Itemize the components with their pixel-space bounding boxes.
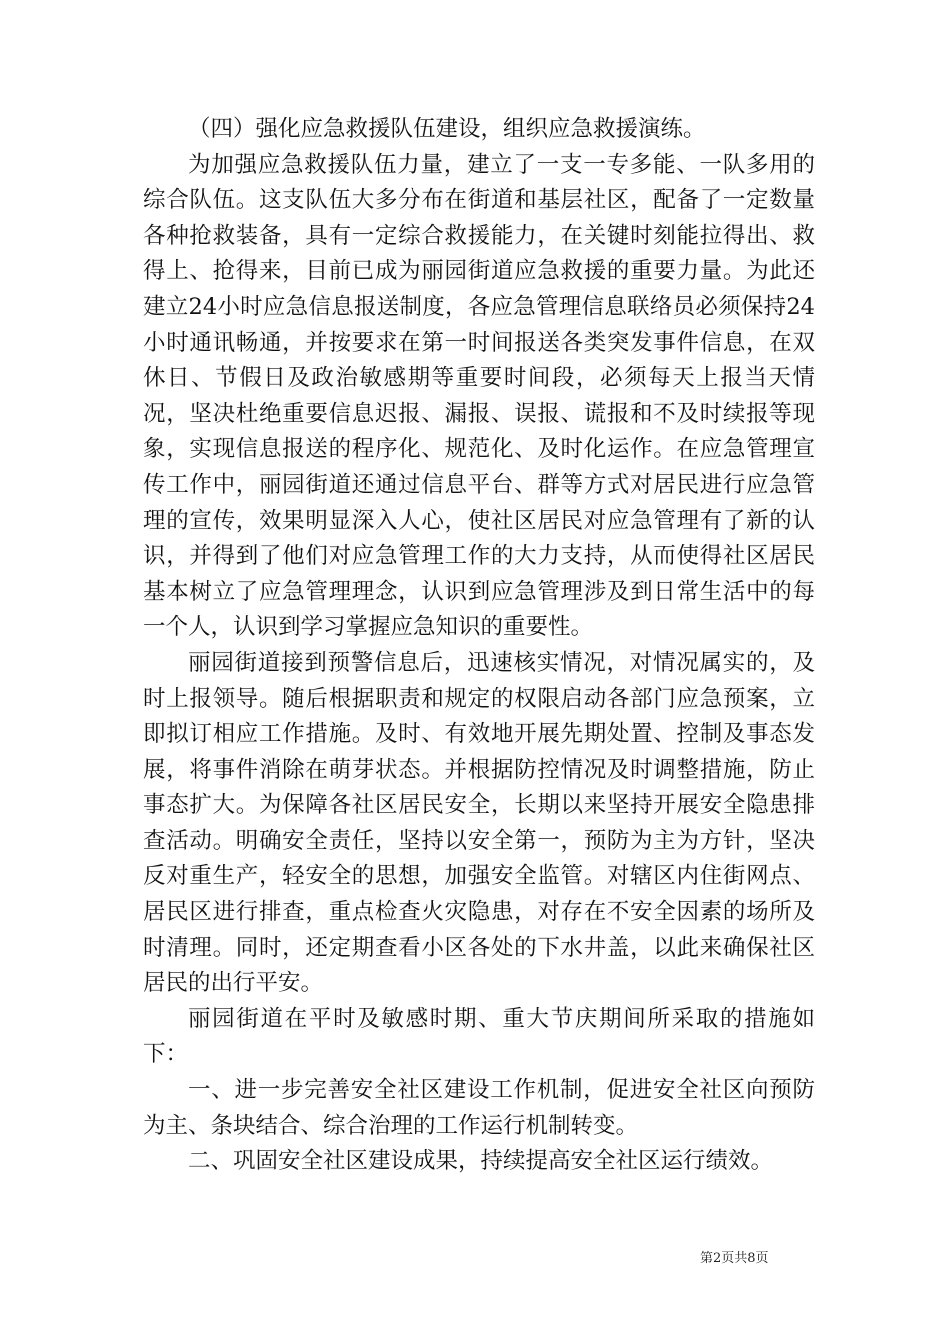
document-body [143,112,815,1180]
page-number: 第2页共8页 [700,1251,769,1266]
section-heading: （四）强化应急救援队伍建设，组织应急救援演练。 [188,116,706,142]
paragraph-measures-intro: 丽园街道在平时及敏感时期、重大节庆期间所采取的措施如下： [143,1005,815,1068]
paragraph-warning-response: 丽园街道接到预警信息后，迅速核实情况，对情况属实的，及时上报领导。随后根据职责和规定的权限启动各部门应急预案，立即拟订相应工作措施。及时、有效地开展先期处置、控制及事态发展，将事件消除在萌芽状态。并根据防控情况及时调整措施，防止事态扩大。为保障各社区居民安全，长期以来坚持开展安全隐患排查活动。明确安全责任，坚持以安全第一，预防为主为方针，坚决反对重生产，轻安全的思想，加强安全监管。对辖区内住街网点、居民区进行排查，重点检查火灾隐患，对存在不安全因素的场所及时清理。同时，还定期查看小区各处的下水井盖，以此来确保社区居民的出行平安。 [143,649,815,997]
paragraph-measure-one: 一、进一步完善安全社区建设工作机制，促进安全社区向预防为主、条块结合、综合治理的工作运行机制转变。 [143,1077,815,1139]
paragraph-team-building: 为加强应急救援队伍力量，建立了一支一专多能、一队多用的综合队伍。这支队伍大多分布在街道和基层社区，配备了一定数量各种抢救装备，具有一定综合救援能力，在关键时刻能拉得出、救得上、抢得来，目前已成为丽园街道应急救援的重要力量。为此还建立24小时应急信息报送制度，各应急管理信息联络员必须保持24小时通讯畅通，并按要求在第一时间报送各类突发事件信息，在双休日、节假日及政治敏感期等重要时间段，必须每天上报当天情况，坚决杜绝重要信息迟报、漏报、误报、谎报和不及时续报等现象，实现信息报送的程序化、规范化、及时化运作。在应急管理宣传工作中，丽园街道还通过信息平台、群等方式对居民进行应急管理的宣传，效果明显深入人心，使社区居民对应急管理有了新的认识，并得到了他们对应急管理工作的大力支持，从而使得社区居民基本树立了应急管理理念，认识到应急管理涉及到日常生活中的每一个人，认识到学习掌握应急知识的重要性。 [143,151,815,641]
paragraph-measure-two: 二、巩固安全社区建设成果，持续提高安全社区运行绩效。 [188,1148,774,1175]
